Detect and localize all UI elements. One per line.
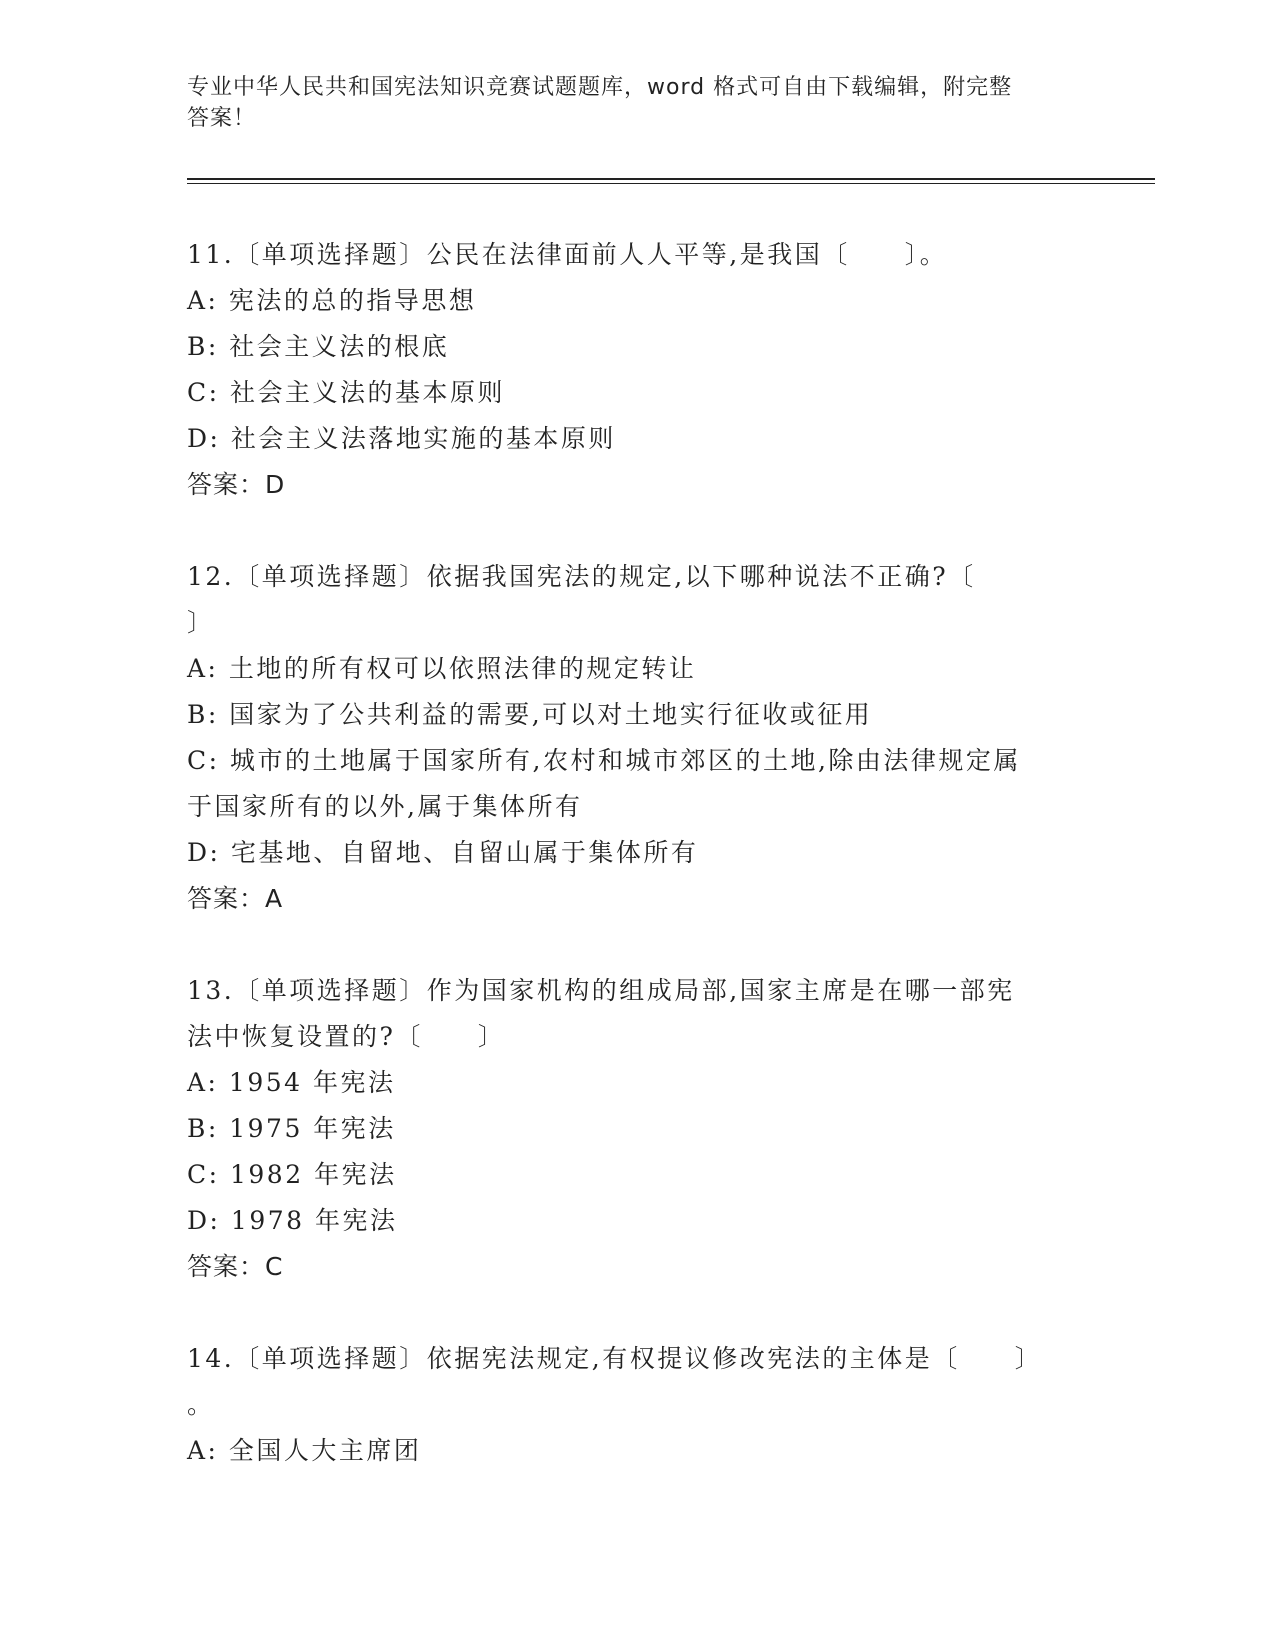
option-b: B: 社会主义法的根底 xyxy=(187,332,450,361)
option-c-continued: 于国家所有的以外,属于集体所有 xyxy=(187,792,583,821)
option-a: A: 全国人大主席团 xyxy=(187,1436,422,1465)
question-stem: 14.〔单项选择题〕依据宪法规定,有权提议修改宪法的主体是〔 〕 xyxy=(187,1344,1043,1373)
question-stem: 11.〔单项选择题〕公民在法律面前人人平等,是我国〔 〕。 xyxy=(187,240,948,269)
option-c: C: 1982 年宪法 xyxy=(187,1160,397,1189)
answer: 答案：D xyxy=(187,470,286,499)
option-c: C: 社会主义法的基本原则 xyxy=(187,378,505,407)
option-b: B: 国家为了公共利益的需要,可以对土地实行征收或征用 xyxy=(187,700,873,729)
header-line-2: 答案！ xyxy=(187,106,257,131)
option-d: D: 宅基地、自留地、自留山属于集体所有 xyxy=(187,838,699,867)
question-14 xyxy=(187,1336,1087,1474)
header-line-1: 专业中华人民共和国宪法知识竞赛试题题库，word 格式可自由下载编辑，附完整 xyxy=(187,75,1013,100)
question-11 xyxy=(187,232,1087,508)
question-stem: 13.〔单项选择题〕作为国家机构的组成局部,国家主席是在哪一部宪 xyxy=(187,976,1015,1005)
question-stem-continued: 。 xyxy=(187,1390,215,1419)
option-a: A: 土地的所有权可以依照法律的规定转让 xyxy=(187,654,697,683)
answer: 答案：A xyxy=(187,884,284,913)
option-a: A: 宪法的总的指导思想 xyxy=(187,286,477,315)
question-stem-continued: 〕 xyxy=(187,608,215,637)
option-b: B: 1975 年宪法 xyxy=(187,1114,396,1143)
option-a: A: 1954 年宪法 xyxy=(187,1068,396,1097)
answer: 答案：C xyxy=(187,1252,284,1281)
option-c: C: 城市的土地属于国家所有,农村和城市郊区的土地,除由法律规定属 xyxy=(187,746,1021,775)
question-stem: 12.〔单项选择题〕依据我国宪法的规定,以下哪种说法不正确?〔 xyxy=(187,562,976,591)
option-d: D: 社会主义法落地实施的基本原则 xyxy=(187,424,616,453)
question-13 xyxy=(187,968,1087,1290)
question-list xyxy=(187,232,1087,1520)
header-divider-thin xyxy=(187,183,1155,184)
question-12 xyxy=(187,554,1087,922)
option-d: D: 1978 年宪法 xyxy=(187,1206,398,1235)
document-header xyxy=(187,72,1067,134)
question-stem-continued: 法中恢复设置的?〔 〕 xyxy=(187,1022,506,1051)
header-divider-thick xyxy=(187,178,1155,180)
